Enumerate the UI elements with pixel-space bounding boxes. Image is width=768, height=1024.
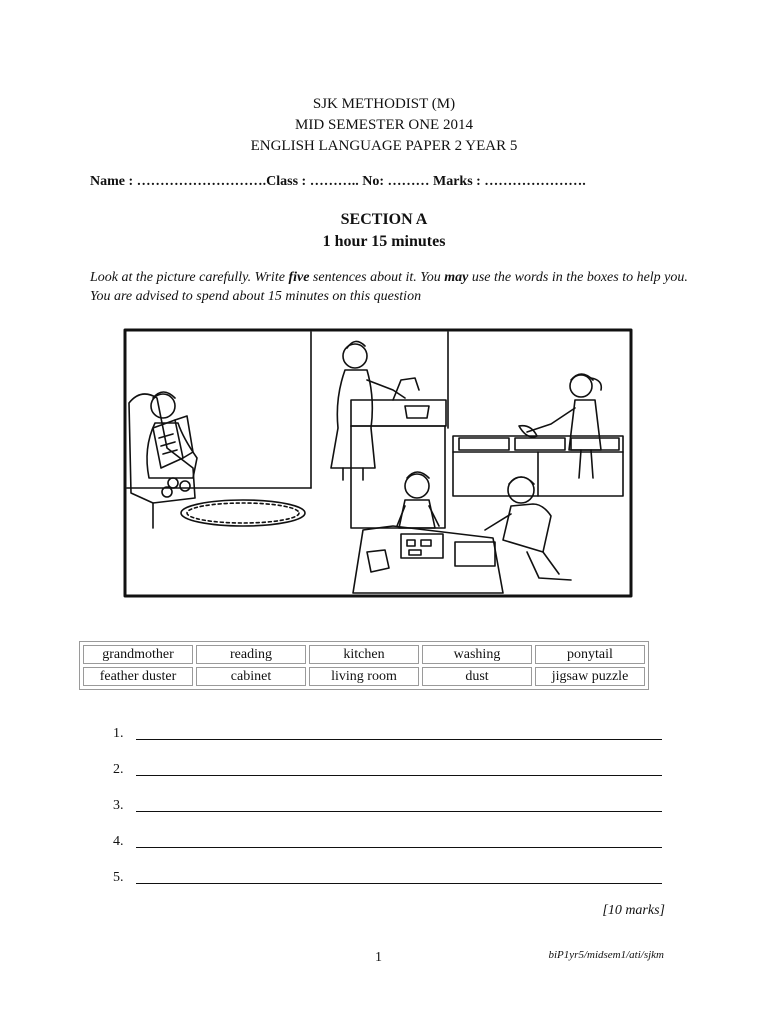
- instruction-text-1: Look at the picture carefully. Write: [90, 270, 289, 285]
- word-cell: ponytail: [535, 645, 645, 664]
- word-box-row: [83, 645, 645, 664]
- answer-lines: [110, 722, 670, 902]
- answer-number: 4.: [113, 834, 124, 849]
- word-cell: washing: [422, 645, 532, 664]
- answer-row: [110, 794, 670, 830]
- household-scene-illustration: [123, 328, 633, 598]
- exam-header: [0, 94, 768, 157]
- document-code: biP1yr5/midsem1/ati/sjkm: [548, 949, 664, 961]
- word-cell: reading: [196, 645, 306, 664]
- section-title: SECTION A: [340, 211, 428, 228]
- word-cell: living room: [309, 667, 419, 686]
- word-cell: grandmother: [83, 645, 193, 664]
- answer-number: 2.: [113, 762, 124, 777]
- word-cell: kitchen: [309, 645, 419, 664]
- school-name: SJK METHODIST (M): [312, 96, 456, 112]
- instruction-text-3: use the words in the boxes to help you. You are advised to spend about 15 minutes on this question: [90, 270, 688, 304]
- section-heading: [0, 209, 768, 253]
- instruction-emphasis-may: may: [444, 270, 469, 285]
- answer-row: [110, 866, 670, 902]
- word-cell: jigsaw puzzle: [535, 667, 645, 686]
- answer-line[interactable]: [136, 847, 662, 848]
- instruction-text-2: sentences about it. You: [309, 270, 445, 285]
- word-box-row: [83, 667, 645, 686]
- answer-line[interactable]: [136, 775, 662, 776]
- paper-title: ENGLISH LANGUAGE PAPER 2 YEAR 5: [250, 138, 518, 154]
- answer-number: 5.: [113, 870, 124, 885]
- word-box-table: [79, 641, 649, 690]
- answer-row: [110, 830, 670, 866]
- word-cell: feather duster: [83, 667, 193, 686]
- marks-allocation: [10 marks]: [602, 903, 665, 918]
- section-duration: 1 hour 15 minutes: [322, 233, 446, 250]
- answer-number: 1.: [113, 726, 124, 741]
- answer-line[interactable]: [136, 883, 662, 884]
- answer-line[interactable]: [136, 739, 662, 740]
- answer-row: [110, 722, 670, 758]
- answer-line[interactable]: [136, 811, 662, 812]
- instruction-emphasis-five: five: [288, 270, 310, 285]
- exam-name: MID SEMESTER ONE 2014: [295, 117, 473, 133]
- page-number: 1: [375, 950, 382, 965]
- word-cell: dust: [422, 667, 532, 686]
- student-info-line: Name : ……………………….Class : ……….. No: ……… Marks : ………………….: [90, 174, 586, 189]
- word-cell: cabinet: [196, 667, 306, 686]
- instructions: [90, 268, 690, 306]
- answer-row: [110, 758, 670, 794]
- answer-number: 3.: [113, 798, 124, 813]
